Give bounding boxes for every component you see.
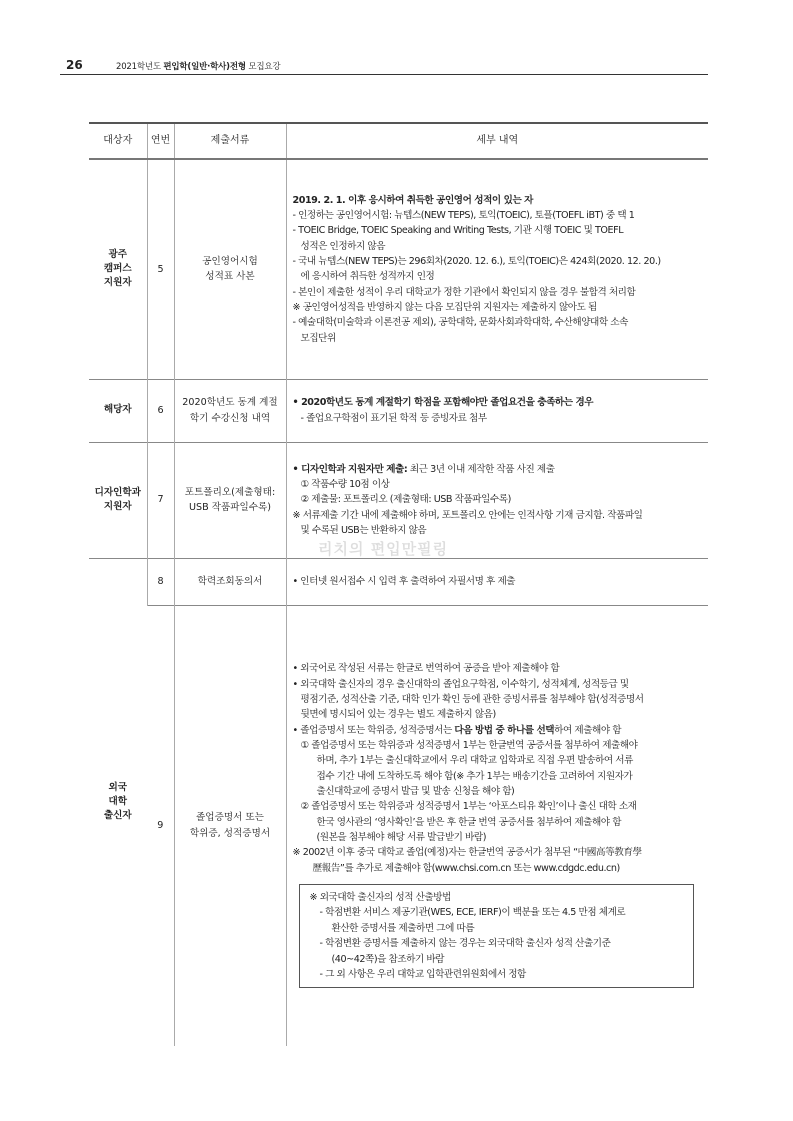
detail-line: ※ 서류제출 기간 내에 제출해야 하며, 포트폴리오 안에는 인적사항 기재 금지함. 작품파일 xyxy=(292,509,643,521)
table-row xyxy=(89,605,708,1046)
note-line: - 그 외 사항은 우리 대학교 입학관련위원회에서 정함 xyxy=(319,968,526,980)
document-line: 포트폴리오(제출형태: xyxy=(184,486,276,498)
target-cell: 해당자 xyxy=(89,379,147,442)
detail-line: 歷報告”를 추가로 제출해야 함(www.chsi.com.cn 또는 www.cdgdc.edu.cn) xyxy=(312,862,620,874)
target-line: 지원자 xyxy=(103,501,132,512)
document-line: 학기 수강신청 내역 xyxy=(189,412,271,424)
target-line: 캠퍼스 xyxy=(103,263,132,275)
detail-text: • 졸업증명서 또는 학위증, 성적증명서는 xyxy=(292,724,455,736)
detail-line: (원본을 첨부해야 해당 서류 발급받기 바람) xyxy=(316,832,486,844)
note-line: - 학점변환 서비스 제공기관(WES, ECE, IERF)이 백분율 또는 4.5 만점 체계로 xyxy=(319,907,626,919)
required-documents-table xyxy=(89,122,708,1046)
note-line: ※ 외국대학 출신자의 성적 산출방법 xyxy=(309,892,451,904)
detail-line: 에 응시하여 취득한 성적까지 인정 xyxy=(300,271,435,283)
detail-line: - 예술대학(미술학과 이론전공 제외), 공학대학, 문화사회과학대학, 수산해양대학 소속 xyxy=(292,317,628,329)
target-line: 지원자 xyxy=(103,277,132,289)
detail-text: 하여 제출해야 함 xyxy=(554,724,622,736)
detail-line: • 외국대학 출신자의 경우 출신대학의 졸업요구학점, 이수학기, 성적체계, 성적등급 및 xyxy=(292,678,629,690)
document-line: 2020학년도 동계 계절 xyxy=(182,397,278,409)
detail-line: • 인터넷 원서접수 시 입력 후 출력하여 자필서명 후 제출 xyxy=(292,575,516,587)
target-cell xyxy=(89,442,147,558)
document-line: 졸업증명서 또는 xyxy=(196,812,264,824)
detail-line: ① 졸업증명서 또는 학위증과 성적증명서 1부는 한글번역 공증서를 첨부하여 제출해야 xyxy=(300,740,638,752)
grade-calculation-note-box xyxy=(299,884,695,988)
table-row xyxy=(89,159,708,379)
number-cell: 6 xyxy=(147,379,174,442)
detail-bold: 다음 방법 중 하나를 선택 xyxy=(454,724,555,736)
detail-line: • 2020학년도 동계 계절학기 학점을 포함해야만 졸업요건을 충족하는 경우 xyxy=(292,397,594,409)
detail-line: ② 제출물: 포트폴리오 (제출형태: USB 작품파일수록) xyxy=(300,494,511,506)
note-line: 환산한 증명서를 제출하면 그에 따름 xyxy=(331,922,475,934)
detail-bold: • 디자인학과 지원자만 제출: xyxy=(292,463,408,475)
detail-line: ① 작품수량 10점 이상 xyxy=(300,478,390,490)
detail-line: 출신대학교에 증명서 발급 및 발송 신청을 해야 함) xyxy=(316,786,515,798)
detail-cell xyxy=(286,605,708,1046)
detail-line: - 본인이 제출한 성적이 우리 대학교가 정한 기관에서 확인되지 않을 경우 불합격 처리함 xyxy=(292,286,636,298)
detail-line: 평점기준, 성적산출 기준, 대학 인가 확인 등에 관한 증빙서류를 첨부해야 함(성적증명서 xyxy=(300,694,644,705)
table-row xyxy=(89,379,708,442)
header-title-bold: 편입학(일반·학사)전형 xyxy=(163,62,246,72)
target-cell xyxy=(89,558,147,1046)
number-cell: 9 xyxy=(147,605,174,1046)
page-number: 26 xyxy=(66,58,83,72)
detail-line: 한국 영사관의 ‘영사확인’을 받은 후 한글 번역 공증서를 첨부하여 제출해야 함 xyxy=(316,816,622,828)
detail-line: - 졸업요구학점이 표기된 학적 등 증빙자료 첨부 xyxy=(300,412,487,424)
target-line: 광주 xyxy=(108,248,128,260)
detail-line xyxy=(293,462,701,477)
column-header-number: 연번 xyxy=(147,123,174,159)
document-line: 성적표 사본 xyxy=(205,271,255,283)
detail-line: 2019. 2. 1. 이후 응시하여 취득한 공인영어 성적이 있는 자 xyxy=(292,194,533,206)
note-line: - 학점변환 증명서를 제출하지 않는 경우는 외국대학 출신자 성적 산출기준 xyxy=(319,938,611,950)
detail-line: ※ 공인영어성적을 반영하지 않는 다음 모집단위 지원자는 제출하지 않아도 됨 xyxy=(292,301,597,313)
header-title-suffix: 모집요강 xyxy=(245,62,281,72)
detail-line: - 국내 뉴텝스(NEW TEPS)는 296회차(2020. 12. 6.), 토익(TOEIC)은 424회(2020. 12. 20.) xyxy=(292,255,661,267)
detail-line: 뒷면에 명시되어 있는 경우는 별도 제출하지 않음) xyxy=(300,709,496,721)
detail-line: ② 졸업증명서 또는 학위증과 성적증명서 1부는 ‘아포스티유 확인’이나 출신 대학 소재 xyxy=(300,801,637,813)
table-header-row xyxy=(89,123,708,159)
detail-line: - 인정하는 공인영어시험: 뉴텝스(NEW TEPS), 토익(TOEIC), 토플(TOEFL iBT) 중 택 1 xyxy=(292,209,635,221)
number-cell: 5 xyxy=(147,159,174,379)
header-title-prefix: 2021학년도 xyxy=(116,62,164,72)
header-title xyxy=(116,60,280,72)
detail-line: - TOEIC Bridge, TOEIC Speaking and Writing Tests, 기관 시행 TOEIC 및 TOEFL xyxy=(292,225,624,237)
column-header-target: 대상자 xyxy=(89,123,147,159)
detail-cell xyxy=(286,159,708,379)
note-line: (40~42쪽)을 참조하기 바람 xyxy=(331,953,445,965)
column-header-detail: 세부 내역 xyxy=(286,123,708,159)
detail-line: ※ 2002년 이후 중국 대학교 졸업(예정)자는 한글번역 공증서가 첨부된 “中國高等教育學 xyxy=(292,847,642,859)
number-cell: 7 xyxy=(147,442,174,558)
detail-cell xyxy=(286,558,708,605)
document-line: 공인영어시험 xyxy=(202,255,258,267)
detail-text: 최근 3년 이내 제작한 작품 사진 제출 xyxy=(407,463,555,475)
detail-line: 성적은 인정하지 않음 xyxy=(300,240,386,252)
document-cell xyxy=(174,442,286,558)
detail-cell xyxy=(286,379,708,442)
target-line: 디자인학과 xyxy=(94,486,141,498)
detail-line: 및 수록된 USB는 반환하지 않음 xyxy=(300,525,427,537)
detail-line xyxy=(293,723,701,738)
header-divider xyxy=(60,74,708,75)
document-cell xyxy=(174,379,286,442)
document-line: USB 작품파일수록) xyxy=(188,502,272,513)
number-cell: 8 xyxy=(147,558,174,605)
detail-line: 접수 기간 내에 도착하도록 해야 함(※ 추가 1부는 배송기간을 고려하여 지원자가 xyxy=(316,770,633,782)
document-cell xyxy=(174,605,286,1046)
detail-line: • 외국어로 작성된 서류는 한글로 번역하여 공증을 받아 제출해야 함 xyxy=(292,663,560,675)
watermark: 리치의 편입만필링 xyxy=(318,540,449,558)
target-cell xyxy=(89,159,147,379)
detail-line: 하며, 추가 1부는 출신대학교에서 우리 대학교 입학과로 직접 우편 발송하여 서류 xyxy=(316,755,633,767)
document-cell: 학력조회동의서 xyxy=(174,558,286,605)
detail-line: 모집단위 xyxy=(300,332,336,344)
document-line: 학위증, 성적증명서 xyxy=(189,827,271,839)
column-header-document: 제출서류 xyxy=(174,123,286,159)
document-cell xyxy=(174,159,286,379)
target-line: 대학 xyxy=(108,796,128,808)
table-row xyxy=(89,558,708,605)
target-line: 출신자 xyxy=(103,810,132,822)
page-header xyxy=(60,54,708,76)
target-line: 외국 xyxy=(108,781,128,793)
